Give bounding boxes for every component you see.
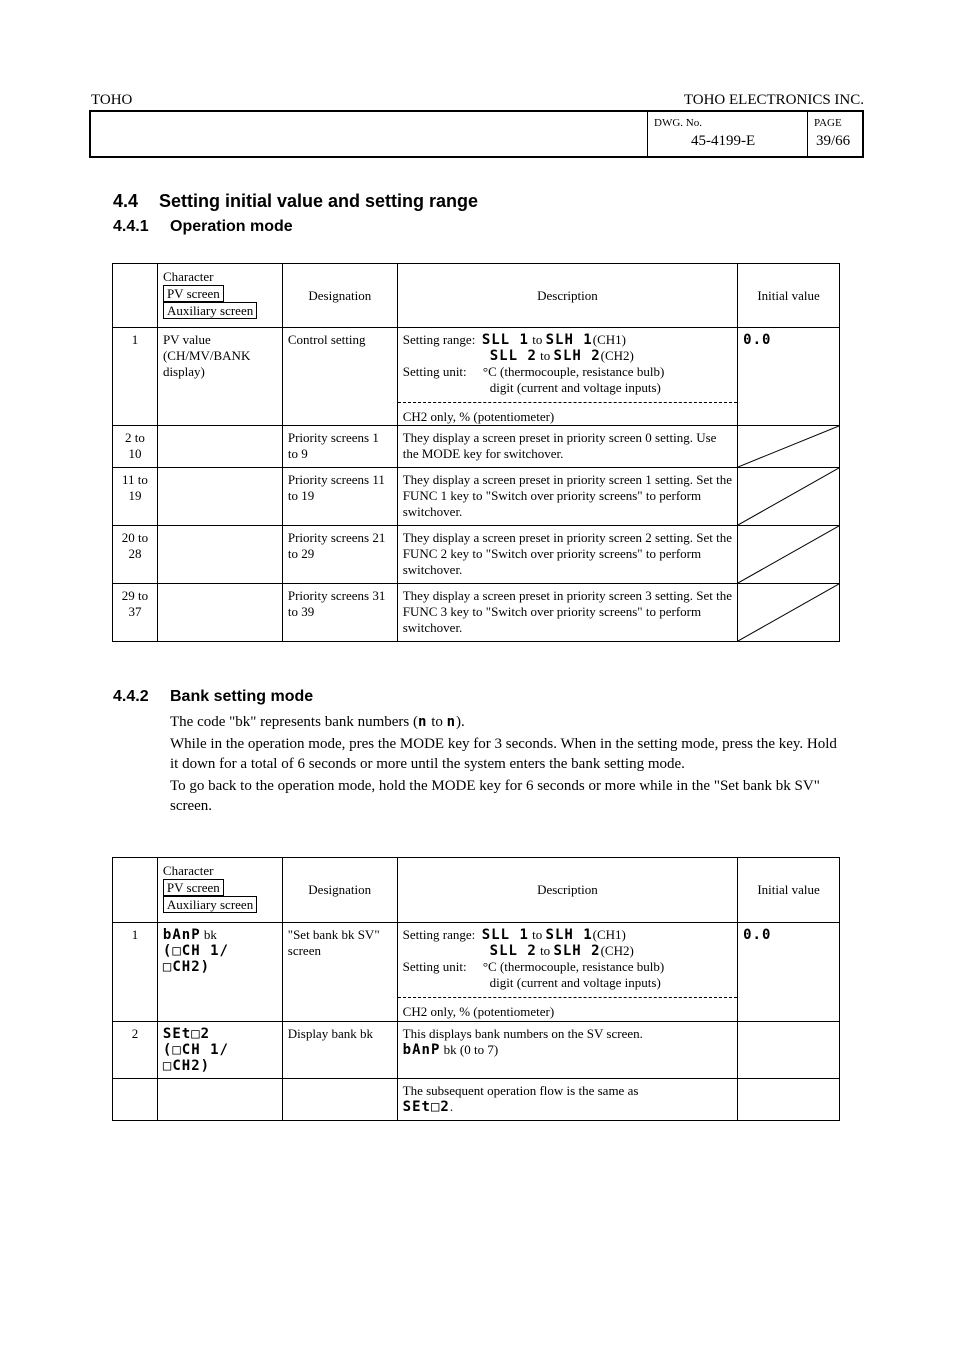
table-row: 1 bAnP bk (□CH 1/ □CH2) "Set bank bk SV" screen Setting range: SLL 1 to SLH 1(CH1) SLL 2 to SLH 2(CH2) Setting unit: °C (thermocouple, resistance bulb) digit (current and voltage inputs) CH2 only, % (potentiometer) 0.0 — [113, 923, 840, 1022]
subsection-title: Bank setting mode — [170, 688, 314, 705]
subsection-number: 4.4.2 — [113, 688, 149, 705]
range-description: Setting range: SLL 1 to SLH 1(CH1) SLL 2 to SLH 2(CH2) Setting unit: °C (thermocouple, resistance bulb) digit (current and voltage inputs) CH2 only, % (potentiometer) — [397, 328, 737, 426]
bank-description — [170, 712, 842, 816]
aux-screen-label: Auxiliary screen — [163, 302, 257, 319]
header-designation: Designation — [282, 264, 397, 328]
subsection-heading-2 — [113, 688, 313, 706]
page-number: 39/66 — [816, 133, 851, 149]
bank-paragraph-2: While in the operation mode, pres the MODE key for 3 seconds. When in the setting mode, press the key. Hold it down for a total of 6 seconds or more until the system enters the bank setting mode. — [170, 736, 837, 772]
section-title: Setting initial value and setting range — [159, 191, 479, 211]
initial-value: 0.0 — [743, 927, 772, 943]
drawing-title-block — [89, 110, 864, 158]
table-row: 2 SEt□2 (□CH 1/ □CH2) Display bank bk This displays bank numbers on the SV screen. bAnP bk (0 to 7) — [113, 1022, 840, 1079]
header-character: Character PV screen Auxiliary screen — [157, 264, 282, 328]
bank-paragraph-1: The code "bk" represents bank numbers (n to n). — [170, 714, 465, 730]
table-row: 29 to 37 Priority screens 31 to 39 They display a screen preset in priority screen 3 setting. Set the FUNC 3 key to "Switch over priority screens" to perform switchover. — [113, 584, 840, 642]
empty-initial-cell — [738, 526, 840, 584]
subsection-number: 4.4.1 — [113, 218, 149, 235]
section-heading — [113, 191, 478, 212]
aux-screen-label: Auxiliary screen — [163, 896, 257, 913]
table-row: 2 to 10 Priority screens 1 to 9 They display a screen preset in priority screen 0 setting. Use the MODE key for switchover. — [113, 426, 840, 468]
range-description: Setting range: SLL 1 to SLH 1(CH1) SLL 2 to SLH 2(CH2) Setting unit: °C (thermocouple, resistance bulb) digit (current and voltage inputs) CH2 only, % (potentiometer) — [397, 923, 737, 1022]
table-row: The subsequent operation flow is the same as SEt□2. — [113, 1079, 840, 1121]
company-short: TOHO — [91, 92, 133, 108]
table-header-row — [113, 264, 840, 328]
table-row: 11 to 19 Priority screens 11 to 19 They display a screen preset in priority screen 1 setting. Set the FUNC 1 key to "Switch over priority screens" to perform switchover. — [113, 468, 840, 526]
dwg-number: 45-4199-E — [691, 133, 756, 149]
header-initial: Initial value — [738, 264, 840, 328]
bank-paragraph-3: To go back to the operation mode, hold the MODE key for 6 seconds or more while in the "Set bank bk SV" screen. — [170, 778, 820, 814]
bank-setting-table — [112, 857, 840, 1121]
table-row: 20 to 28 Priority screens 21 to 29 They display a screen preset in priority screen 2 setting. Set the FUNC 2 key to "Switch over priority screens" to perform switchover. — [113, 526, 840, 584]
empty-initial-cell — [738, 468, 840, 526]
subsection-heading-1 — [113, 218, 293, 236]
page-label: PAGE — [814, 117, 842, 129]
subsection-title: Operation mode — [170, 218, 293, 235]
header-description: Description — [397, 264, 737, 328]
pv-screen-label: PV screen — [163, 285, 224, 302]
section-number: 4.4 — [113, 191, 139, 211]
table-row: 1 PV value (CH/MV/BANK display) Control setting Setting range: SLL 1 to SLH 1(CH1) SLL 2 to SLH 2(CH2) Setting unit: °C (thermocouple, resistance bulb) digit (current and voltage inputs) CH2 only, % (potentiometer) 0.0 — [113, 328, 840, 426]
pv-screen-label: PV screen — [163, 879, 224, 896]
dwg-label: DWG. No. — [654, 117, 702, 129]
operation-mode-table — [112, 263, 840, 642]
page-cell — [807, 112, 863, 156]
header-no — [113, 264, 158, 328]
company-full: TOHO ELECTRONICS INC. — [683, 92, 864, 108]
initial-value: 0.0 — [743, 332, 772, 348]
dwg-cell — [647, 112, 808, 156]
empty-initial-cell — [738, 426, 840, 468]
empty-initial-cell — [738, 584, 840, 642]
table-header-row: Character PV screen Auxiliary screen Designation Description Initial value — [113, 858, 840, 923]
